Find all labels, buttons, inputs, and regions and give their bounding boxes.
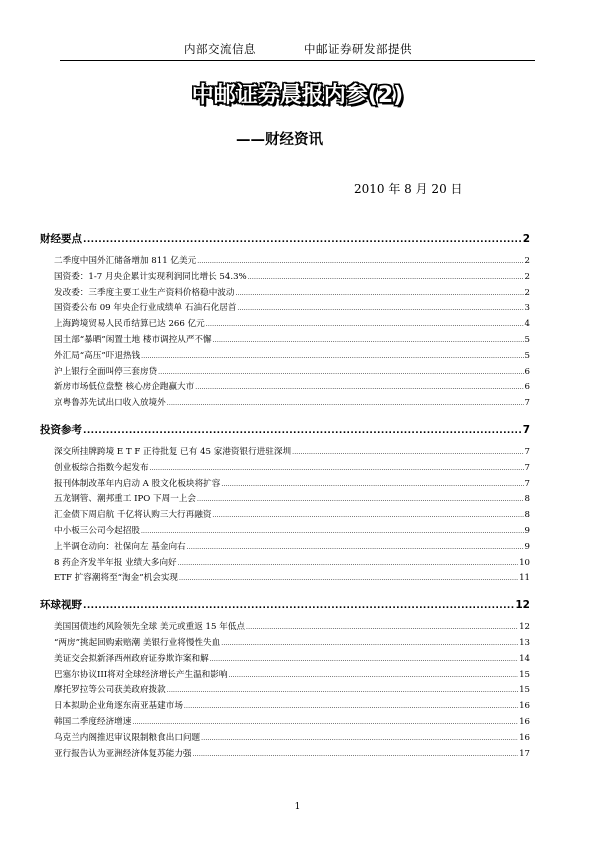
toc-item-title: 美国国债违约风险领先全球 美元或重返 15 年低点 [54, 622, 246, 633]
toc-item[interactable] [40, 571, 530, 587]
dot-leader [292, 445, 523, 461]
toc-item-title: 日本拟助企业角逐东南亚基建市场 [54, 701, 183, 712]
toc-item-title: 8 药企齐发半年报 业绩大多向好 [54, 557, 177, 568]
dot-leader [235, 286, 523, 302]
toc-page-number: 15 [519, 685, 530, 696]
toc-section-title: 环球视野 [40, 599, 82, 612]
toc-item-title: 报刊体制改革年内启动 A 股文化板块将扩容 [54, 478, 221, 489]
toc-item-title: 五龙钢管、潮邦重工 IPO 下周一上会 [54, 494, 196, 505]
toc-item[interactable] [40, 396, 530, 412]
toc-item[interactable] [40, 492, 530, 508]
toc-page-number: 16 [519, 732, 530, 743]
toc-item-title: 中小板三公司今起招股 [54, 525, 140, 536]
dot-leader [210, 652, 518, 668]
document-subtitle: ——财经资讯 [236, 132, 323, 148]
toc-item[interactable] [40, 270, 530, 286]
dot-leader [237, 301, 523, 317]
toc-item-title: 巴塞尔协议III将对全球经济增长产生温和影响 [54, 669, 228, 680]
dot-leader [179, 571, 518, 587]
toc-page-number: 5 [524, 350, 530, 361]
toc-page-number: 12 [519, 622, 530, 633]
toc-item[interactable] [40, 365, 530, 381]
toc-item[interactable] [40, 317, 530, 333]
dot-leader [158, 365, 523, 381]
toc-item-title: 上半调仓动向：社保向左 基金向右 [54, 541, 186, 552]
toc-item-title: 发改委：三季度主要工业生产资料价格稳中波动 [54, 287, 235, 298]
toc-item-title: ETF 扩容潮将至“淘金”机会实现 [54, 573, 179, 584]
toc-page-number: 7 [524, 462, 530, 473]
toc-section-title: 投资参考 [40, 423, 82, 436]
dot-leader [83, 597, 514, 614]
toc-page-number: 2 [524, 256, 530, 266]
toc-item[interactable] [40, 508, 530, 524]
toc-item-title: 国资委公布 09 年央企行业成绩单 石油石化居首 [54, 303, 237, 314]
dot-leader [221, 477, 523, 493]
dot-leader [197, 492, 524, 508]
toc-item[interactable] [40, 380, 530, 396]
dot-leader [195, 380, 523, 396]
toc-page-number: 5 [524, 334, 530, 345]
dot-leader [193, 747, 519, 763]
header-left-text: 内部交流信息 [184, 42, 256, 56]
toc-page-number: 2 [522, 233, 530, 245]
toc-page-number: 12 [515, 599, 530, 612]
dot-leader [184, 699, 518, 715]
dot-leader [141, 524, 524, 540]
dot-leader [132, 715, 518, 731]
toc-item-title: 新房市场低位盘整 核心房企跑赢大市 [54, 382, 195, 393]
toc-item[interactable] [40, 636, 530, 652]
toc-item-title: 深交所挂牌跨境 E T F 正待批复 已有 45 家港资银行进驻深圳 [54, 446, 292, 457]
toc-item[interactable] [40, 540, 530, 556]
toc-page-number: 2 [524, 271, 530, 282]
table-of-contents [40, 230, 530, 762]
toc-item-title: 美证交会拟新泽西州政府证券欺诈案和解 [54, 653, 209, 664]
toc-item-title: “两房”挑起回购索赔潮 美银行业将慢性失血 [54, 637, 221, 648]
toc-item[interactable] [40, 715, 530, 731]
dot-leader [228, 668, 518, 684]
dot-leader [83, 231, 522, 248]
dot-leader [141, 349, 523, 365]
dot-leader [83, 422, 522, 439]
toc-section-global[interactable] [40, 596, 530, 614]
toc-page-number: 15 [519, 669, 530, 680]
toc-item[interactable] [40, 668, 530, 684]
toc-page-number: 11 [519, 573, 530, 584]
dot-leader [221, 636, 518, 652]
dot-leader [167, 396, 524, 412]
document-date: 2010 年 8 月 20 日 [354, 182, 463, 196]
toc-item-title: 亚行报告认为亚洲经济体复苏能力强 [54, 748, 192, 759]
dot-leader [246, 620, 518, 636]
toc-page-number: 2 [524, 287, 530, 298]
toc-item[interactable] [40, 747, 530, 763]
toc-page-number: 9 [524, 525, 530, 536]
toc-page-number: 7 [524, 398, 530, 409]
toc-page-number: 17 [519, 748, 530, 759]
toc-item[interactable] [40, 652, 530, 668]
dot-leader [150, 461, 524, 477]
toc-section-investment[interactable] [40, 421, 530, 439]
toc-section-title: 财经要点 [40, 233, 82, 245]
dot-leader [206, 317, 524, 333]
toc-page-number: 10 [519, 557, 530, 568]
toc-page-number: 7 [524, 478, 530, 489]
page-header [60, 38, 535, 61]
toc-item-title: 上海跨境贸易人民币结算已达 266 亿元 [54, 319, 205, 330]
toc-item-title: 国土部“暴晒”闲置土地 楼市调控从严不懈 [54, 334, 212, 345]
toc-page-number: 16 [519, 701, 530, 712]
toc-item[interactable] [40, 699, 530, 715]
toc-item[interactable] [40, 683, 530, 699]
toc-item[interactable] [40, 301, 530, 317]
toc-page-number: 13 [519, 637, 530, 648]
toc-page-number: 14 [519, 653, 530, 664]
toc-page-number: 7 [522, 423, 530, 436]
dot-leader [213, 333, 524, 349]
toc-item[interactable] [40, 620, 530, 636]
toc-page-number: 6 [524, 382, 530, 393]
toc-item[interactable] [40, 461, 530, 477]
toc-page-number: 9 [524, 541, 530, 552]
toc-page-number: 3 [524, 303, 530, 314]
toc-item-title: 创业板综合指数今起发布 [54, 462, 149, 473]
dot-leader [248, 270, 524, 286]
toc-item[interactable] [40, 286, 530, 302]
dot-leader [212, 508, 523, 524]
dot-leader [201, 731, 518, 747]
toc-item[interactable] [40, 349, 530, 365]
toc-item[interactable] [40, 254, 530, 270]
toc-item-title: 外汇局“高压”吓退热钱 [54, 350, 141, 361]
toc-item[interactable] [40, 731, 530, 747]
toc-page-number: 8 [524, 510, 530, 521]
toc-page-number: 7 [524, 446, 530, 457]
toc-item[interactable] [40, 556, 530, 572]
header-right-text: 中邮证券研发部提供 [304, 42, 412, 56]
toc-item-title: 乌克兰内阁推迟审议限制粮食出口问题 [54, 732, 201, 743]
toc-item-title: 汇金债下周启航 千亿将认购三大行再融资 [54, 510, 212, 521]
toc-item[interactable] [40, 477, 530, 493]
toc-item[interactable] [40, 333, 530, 349]
toc-item-title: 摩托罗拉等公司获美政府拨款 [54, 685, 166, 696]
toc-page-number: 4 [524, 319, 530, 330]
toc-item-title: 国资委：1-7 月央企累计实现利润同比增长 54.3% [54, 271, 247, 282]
toc-item-title: 韩国二季度经济增速 [54, 716, 132, 727]
toc-page-number: 16 [519, 716, 530, 727]
toc-item-title: 二季度中国外汇储备增加 811 亿美元 [54, 256, 197, 266]
toc-item[interactable] [40, 524, 530, 540]
toc-item-title: 京粤鲁苏先试出口收入放境外 [54, 398, 166, 409]
toc-page-number: 6 [524, 366, 530, 377]
document-title: 中邮证券晨报内参(2) [191, 83, 404, 108]
page-number: 1 [294, 802, 301, 812]
toc-page-number: 8 [524, 494, 530, 505]
dot-leader [178, 556, 518, 572]
toc-section-finance[interactable] [40, 230, 530, 248]
dot-leader [197, 254, 523, 270]
toc-item-title: 沪上银行全面叫停三套房贷 [54, 366, 158, 377]
toc-item[interactable] [40, 445, 530, 461]
dot-leader [187, 540, 524, 556]
dot-leader [167, 683, 518, 699]
